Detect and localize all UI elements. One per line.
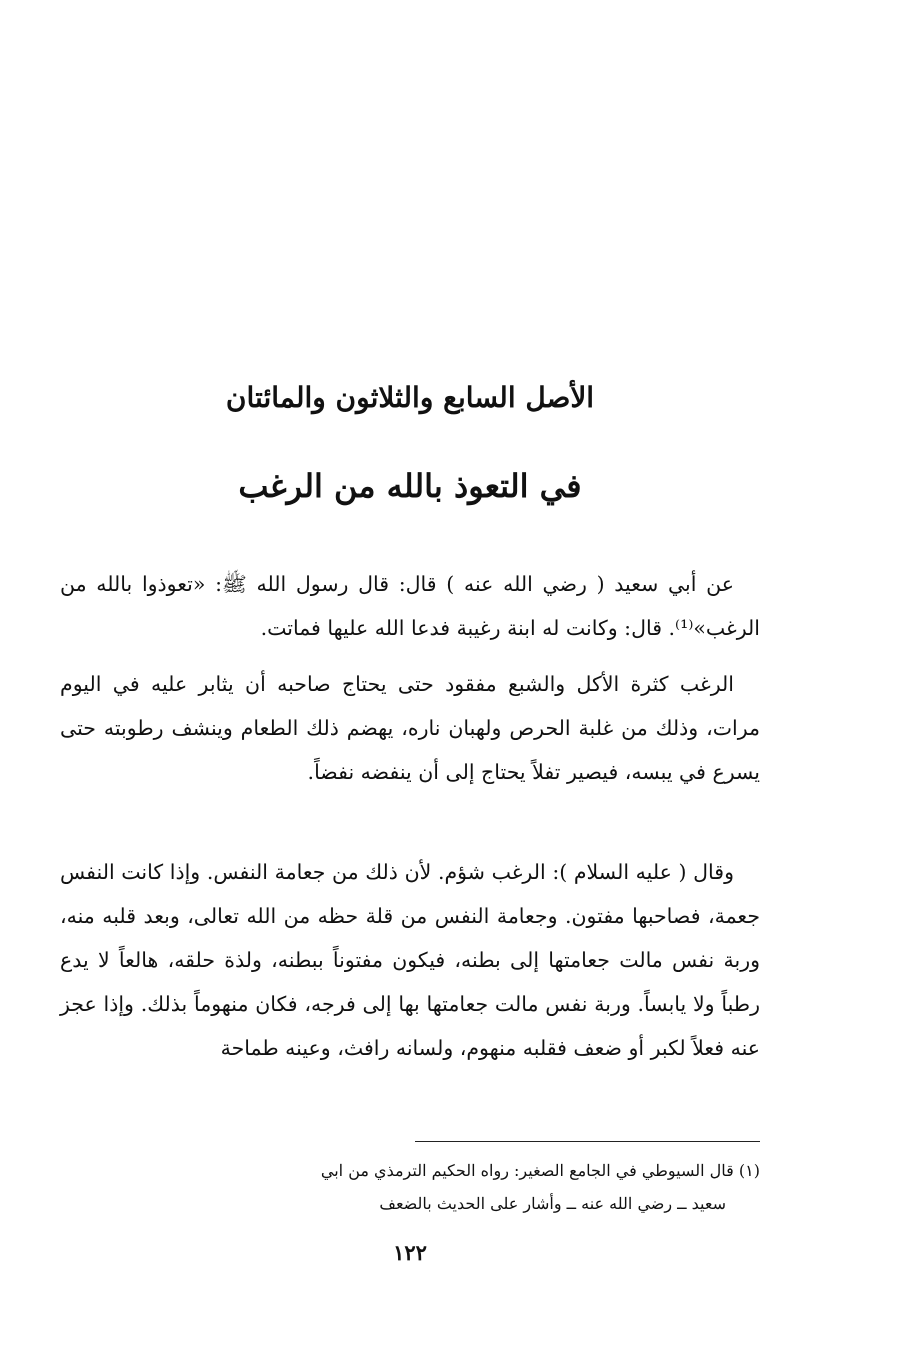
paragraph-text: الرغب كثرة الأكل والشبع مفقود حتى يحتاج صاحبه أن يثابر عليه في اليوم مرات، وذلك من غلبة الحرص ولهبان ناره، يهضم ذلك الطعام وينشف رطوبته حتى يسرع في يبسه، فيصير تفلاً يحتاج إلى أن ينفضه نفضاً. (60, 672, 760, 784)
book-page (60, 0, 760, 1363)
chapter-heading: الأصل السابع والثلاثون والمائتان (225, 381, 595, 414)
paragraph-text: عن أبي سعيد ( رضي الله عنه ) قال: قال رسول الله ﷺ: «تعوذوا بالله من الرغب»⁽¹⁾. قال: وكانت له ابنة رغيبة فدعا الله عليها فماتت. (60, 572, 760, 640)
paragraph-commentary (60, 850, 760, 1070)
page-number: ١٢٢ (393, 1240, 427, 1265)
paragraph-hadith (60, 562, 760, 650)
footnote-divider (415, 1141, 760, 1142)
chapter-subheading: في التعوذ بالله من الرغب (238, 467, 582, 505)
footnote (60, 1154, 760, 1220)
footnote-line: (١) قال السيوطي في الجامع الصغير: رواه الحكيم الترمذي من ابي (320, 1161, 760, 1180)
footnote-line: سعيد ــ رضي الله عنه ــ وأشار على الحديث بالضعف (379, 1194, 726, 1213)
paragraph-definition (60, 662, 760, 794)
paragraph-text: وقال ( عليه السلام ): الرغب شؤم. لأن ذلك من جعامة النفس. وإذا كانت النفس جعمة، فصاحبها مفتون. وجعامة النفس من قلة حظه من الله تعالى، وبعد قلبه منه، وربة نفس مالت جعامتها إلى بطنه، فيكون مفتوناً ببطنه، ولذة حلقه، هالعاً لا يدع رطباً ولا يابساً. وربة نفس مالت جعامتها بها إلى فرجه، فكان منهوماً بذلك. وإذا عجز عنه فعلاً لكبر أو ضعف فقلبه منهوم، ولسانه رافث، وعينه طماحة (60, 860, 760, 1060)
